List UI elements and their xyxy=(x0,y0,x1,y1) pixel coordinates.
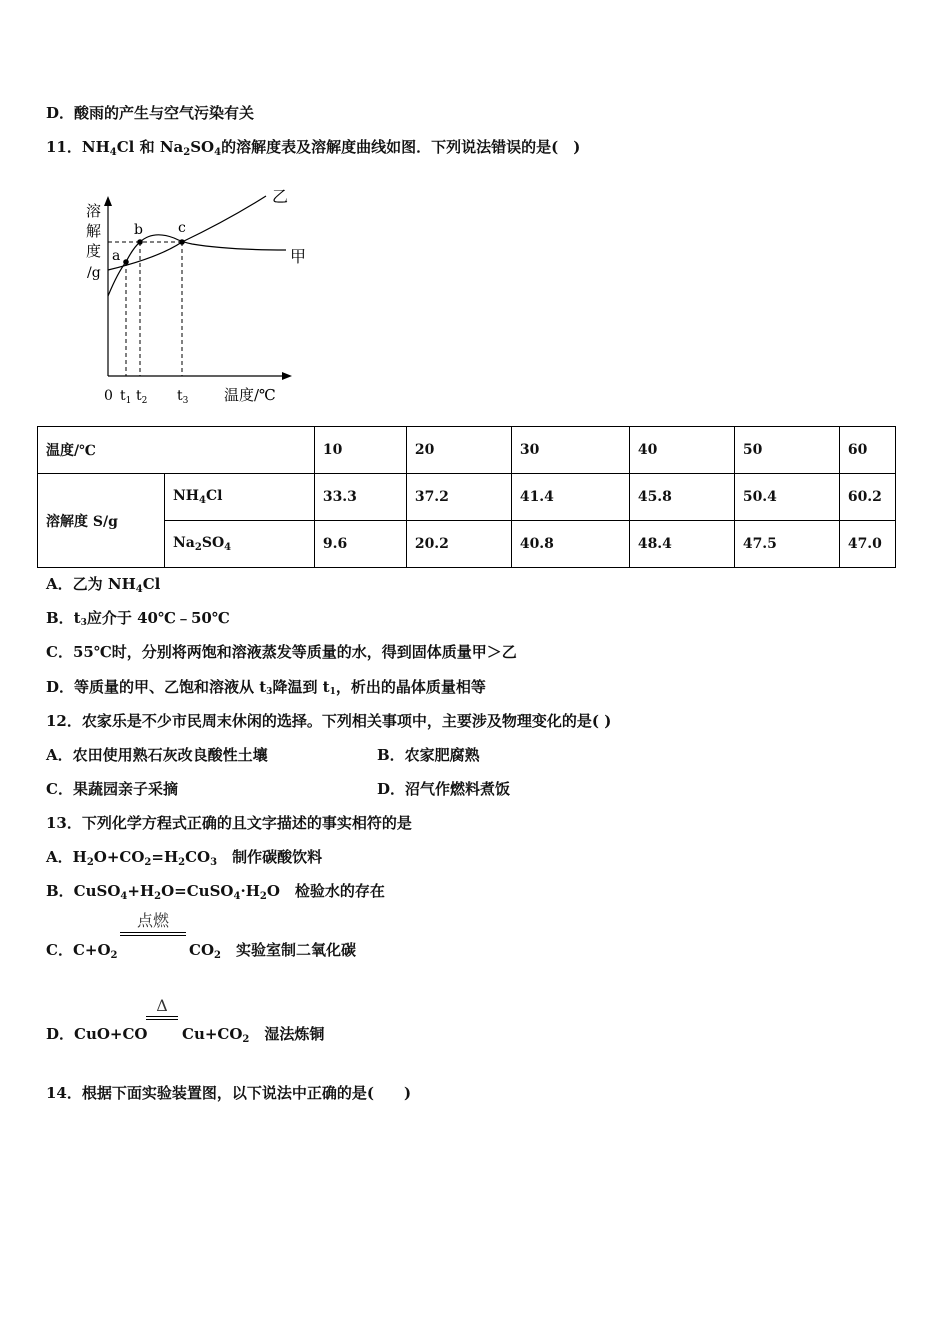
sub: 4 xyxy=(214,147,222,158)
sub: 2 xyxy=(214,950,221,961)
label-jia: 甲 xyxy=(290,247,307,266)
y-label-char: /g xyxy=(87,265,101,281)
condition-heat xyxy=(146,997,178,1020)
q11-option-b: B．t3应介于 40℃﹣50℃ xyxy=(46,609,230,628)
q11-stem-part-a: NH xyxy=(81,138,110,156)
sub: 2 xyxy=(194,542,202,553)
point-a xyxy=(123,259,129,265)
y-axis-arrow xyxy=(104,196,112,206)
curve-yi xyxy=(108,196,266,270)
sub: 2 xyxy=(242,1034,250,1045)
sub: 3 xyxy=(210,857,218,868)
sub: 2 xyxy=(259,891,267,902)
condition-text: Δ xyxy=(156,996,168,1015)
q11-number: 11． xyxy=(46,138,82,156)
temp-header: 温度/℃ xyxy=(38,427,315,474)
q13-stem: 13．下列化学方程式正确的且文字描述的事实相符的是 xyxy=(46,814,412,832)
table-cell: 60.2 xyxy=(839,474,895,521)
double-line xyxy=(146,1016,178,1020)
sub: 3 xyxy=(266,687,273,697)
q11-option-c: C．55℃时，分别将两饱和溶液蒸发等质量的水，得到固体质量甲＞乙 xyxy=(46,643,517,661)
q13-option-b: B．$CuSO_4+H_2O=CuSO_4\cdot H_2O$ 检验水的存在 xyxy=(46,882,385,902)
sub: 2 xyxy=(110,950,118,961)
q13-option-a: A．$H_2O+CO_2=H_2CO_3$ 制作碳酸饮料 xyxy=(46,848,323,868)
temp-cell: 60 xyxy=(839,427,895,474)
table-row-temperature xyxy=(38,427,896,474)
curve-jia xyxy=(108,235,286,296)
table-cell: 41.4 xyxy=(511,474,629,521)
sub: 2 xyxy=(86,857,94,868)
q10-option-d: D．酸雨的产生与空气污染有关 xyxy=(46,104,255,122)
temp-cell: 30 xyxy=(511,427,629,474)
label-yi: 乙 xyxy=(272,187,289,206)
label-c: c xyxy=(178,220,186,236)
q12-option-b: B．农家肥腐熟 xyxy=(377,746,480,764)
solubility-table xyxy=(37,426,896,568)
solubility-curve-graph xyxy=(78,180,318,410)
sub: 4 xyxy=(199,495,206,506)
tick-origin: 0 xyxy=(104,388,113,404)
q11-stem-part-d: 的溶解度表及溶解度曲线如图．下列说法错误的是( ) xyxy=(221,138,581,156)
sub: 4 xyxy=(109,147,117,158)
q11-stem-part-b: Cl 和 Na xyxy=(116,138,184,156)
x-axis-arrow xyxy=(282,372,292,380)
sub: 2 xyxy=(183,147,191,158)
solubility-header: 溶解度 S/g xyxy=(38,474,165,568)
table-cell: 40.8 xyxy=(511,521,629,568)
point-b xyxy=(137,239,143,245)
q12-option-a: A．农田使用熟石灰改良酸性土壤 xyxy=(46,746,268,764)
q13-option-d-left: D．CuO+CO xyxy=(46,1025,148,1043)
q12-option-c: C．果蔬园亲子采摘 xyxy=(46,780,178,798)
table-cell: 50.4 xyxy=(734,474,839,521)
table-row-nh4cl xyxy=(38,474,896,521)
row-label-nh4cl: $NH_4Cl$ xyxy=(165,474,315,521)
q11-stem xyxy=(46,136,580,158)
row-label-na2so4: $Na_2SO_4$ xyxy=(165,521,315,568)
tick-t3: $t_3$ xyxy=(177,388,189,406)
sub: 3 xyxy=(80,618,87,628)
table-cell: 45.8 xyxy=(629,474,734,521)
temp-cell: 20 xyxy=(406,427,511,474)
y-label-char: 溶 xyxy=(86,202,102,220)
sub: 4 xyxy=(120,891,128,902)
table-row-na2so4 xyxy=(38,521,896,568)
tick-t1: $t_1$ xyxy=(120,388,132,406)
tick-t2: $t_2$ xyxy=(136,388,148,406)
x-label: 温度/℃ xyxy=(224,386,276,404)
sub: 4 xyxy=(233,891,241,902)
table-cell: 37.2 xyxy=(406,474,511,521)
sub: 4 xyxy=(135,584,143,595)
temp-cell: 10 xyxy=(314,427,406,474)
point-c xyxy=(179,239,185,245)
q13-option-c-right: $CO_2$ 实验室制二氧化碳 xyxy=(189,941,356,961)
y-label-char: 度 xyxy=(86,242,102,260)
table-cell: 9.6 xyxy=(314,521,406,568)
label-a: a xyxy=(112,248,121,264)
double-line xyxy=(120,932,186,936)
table-cell: 47.5 xyxy=(734,521,839,568)
sub: 4 xyxy=(224,542,232,553)
q11-stem-part-c: SO xyxy=(190,138,215,156)
q12-stem: 12．农家乐是不少市民周末休闲的选择。下列相关事项中，主要涉及物理变化的是( ) xyxy=(46,712,612,730)
sub: 1 xyxy=(329,687,336,697)
sub: 2 xyxy=(154,891,162,902)
q14-stem: 14．根据下面实验装置图，以下说法中正确的是( ) xyxy=(46,1084,412,1102)
sub: 2 xyxy=(144,857,152,868)
condition-text: 点燃 xyxy=(136,911,169,930)
q12-option-d: D．沼气作燃料煮饭 xyxy=(377,780,511,798)
condition-ignite xyxy=(120,912,186,936)
q11-option-a: A．乙为 $NH_4Cl$ xyxy=(46,575,161,595)
table-cell: 47.0 xyxy=(839,521,895,568)
temp-cell: 50 xyxy=(734,427,839,474)
table-cell: 48.4 xyxy=(629,521,734,568)
label-b: b xyxy=(134,222,143,238)
table-cell: 20.2 xyxy=(406,521,511,568)
q13-option-d-right: $Cu+CO_2$ 湿法炼铜 xyxy=(182,1025,325,1045)
q13-option-c-left: C．$C+O_2$ xyxy=(46,941,118,961)
y-label-char: 解 xyxy=(86,222,102,240)
sub: 2 xyxy=(178,857,186,868)
table-cell: 33.3 xyxy=(314,474,406,521)
q11-option-d: D．等质量的甲、乙饱和溶液从 t3降温到 t1，析出的晶体质量相等 xyxy=(46,678,486,697)
temp-cell: 40 xyxy=(629,427,734,474)
